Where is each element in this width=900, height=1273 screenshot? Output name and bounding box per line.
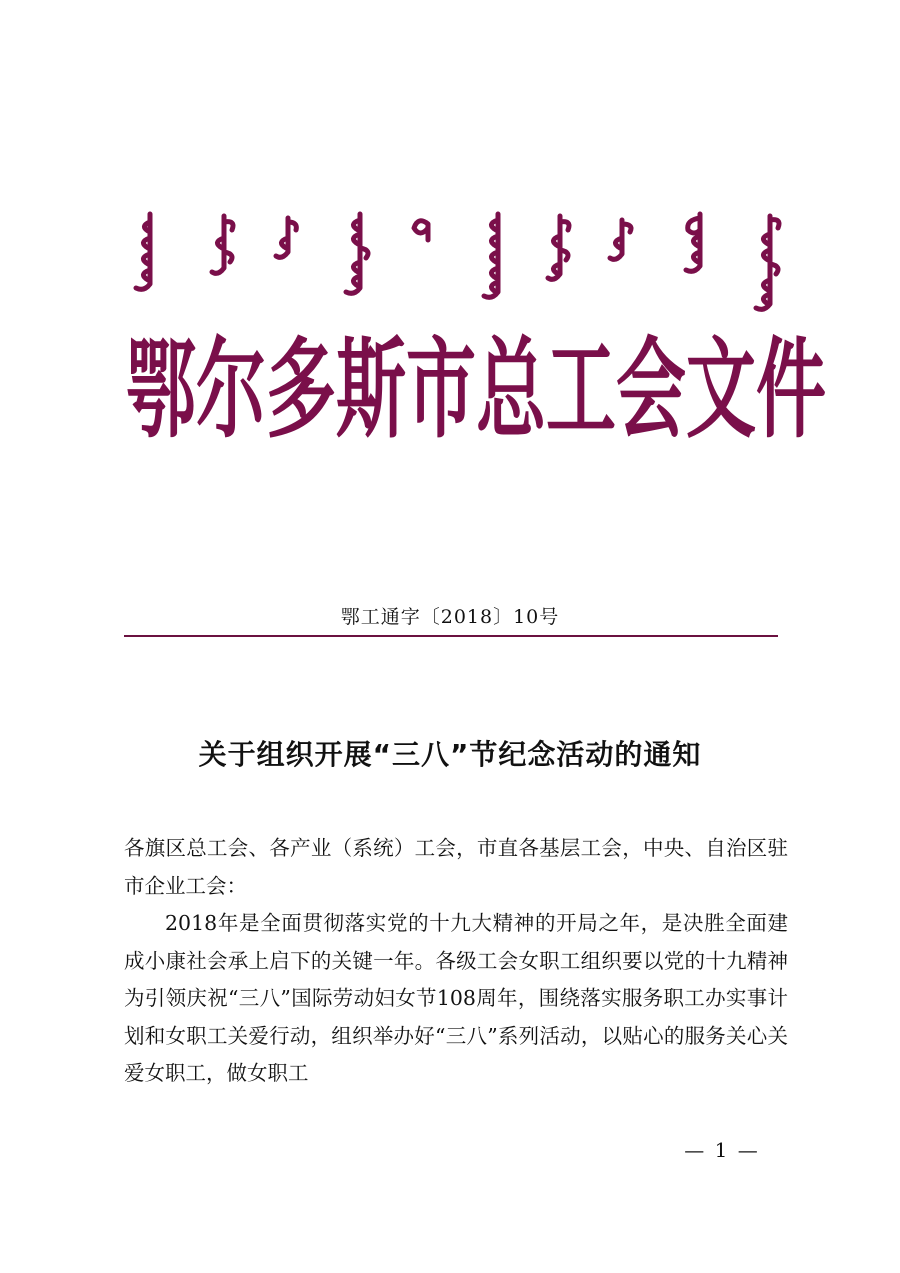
masthead-title (126, 326, 826, 454)
body-paragraph: 2018年是全面贯彻落实党的十九大精神的开局之年，是决胜全面建成小康社会承上启下的关键一年。各级工会女职工组织要以党的十九精神为引领庆祝“三八”国际劳动妇女节108周年，围绕落实服务职工办实事计划和女职工关爱行动，组织举办好“三八”系列活动，以贴心的服务关心关爱女职工，做女职工 (124, 911, 788, 1085)
masthead-char: 尔 (196, 326, 266, 454)
masthead-char: 件 (756, 326, 826, 454)
masthead-char: 多 (266, 326, 336, 454)
salutation: 各旗区总工会、各产业（系统）工会，市直各基层工会，中央、自治区驻市企业工会： (124, 836, 788, 898)
masthead-char: 文 (686, 326, 756, 454)
document-number: 鄂工通字〔2018〕10号 (340, 606, 560, 628)
masthead-char: 斯 (336, 326, 406, 454)
masthead-char: 鄂 (126, 326, 196, 454)
document-body (124, 830, 788, 1093)
masthead-char: 市 (406, 326, 476, 454)
mongolian-title-logo (128, 208, 788, 318)
masthead-char: 工 (546, 326, 616, 454)
header-divider (124, 635, 778, 637)
document-title: 关于组织开展“三八”节纪念活动的通知 (198, 738, 702, 771)
masthead-char: 会 (616, 326, 686, 454)
page-number: — 1 — (684, 1138, 760, 1162)
masthead-char: 总 (476, 326, 546, 454)
